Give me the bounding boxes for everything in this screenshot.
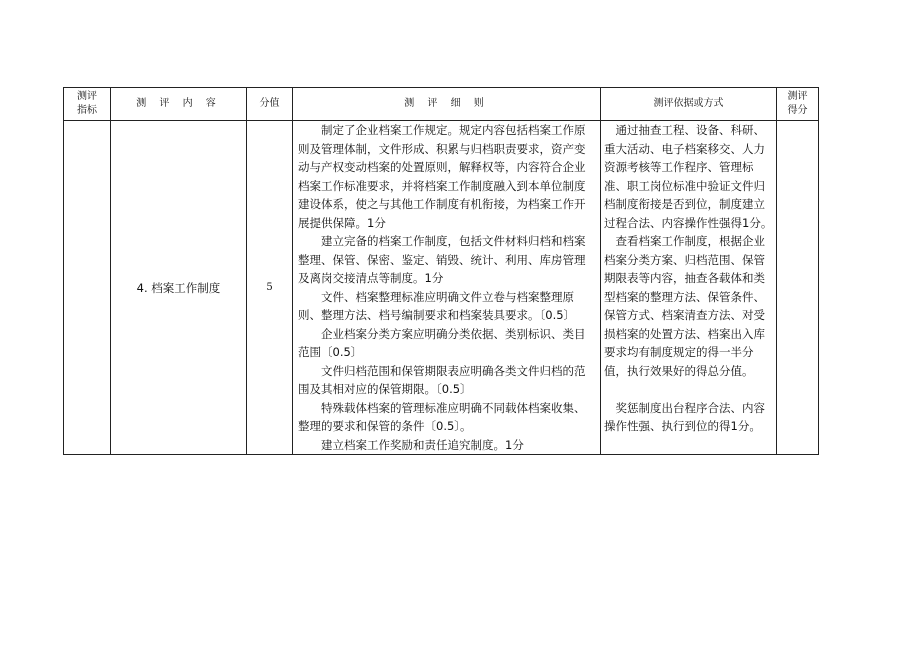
header-score: 分值 <box>247 88 293 121</box>
content-cell: 4. 档案工作制度 <box>111 121 247 455</box>
result-cell <box>777 121 819 455</box>
evaluation-table <box>63 87 819 455</box>
method-para: 奖惩制度出台程序合法、内容操作性强、执行到位的得1分。 <box>604 400 765 433</box>
method-para: 查看档案工作制度，根据企业档案分类方案、归档范围、保管期限表等内容，抽查各载体和类型档案的整理方法、保管条件、保管方式、档案清查方法、对受损档案的处置方法、档案出入库要求均有制度规定的得一半分值，执行效果好的得总分值。 <box>604 234 765 378</box>
table-row <box>64 121 819 455</box>
detail-para: 特殊载体档案的管理标准应明确不同载体档案收集、整理的要求和保管的条件〔0.5〕。 <box>298 400 586 433</box>
score-cell: 5 <box>247 121 293 455</box>
detail-para: 企业档案分类方案应明确分类依据、类别标识、类目范围〔0.5〕 <box>298 326 586 359</box>
header-content: 测 评 内 容 <box>111 88 247 121</box>
indicator-cell <box>64 121 111 455</box>
header-method: 测评依据或方式 <box>601 88 777 121</box>
header-result: 测评 得分 <box>777 88 819 121</box>
detail-para: 文件归档范围和保管期限表应明确各类文件归档的范围及其相对应的保管期限。〔0.5〕 <box>298 363 586 396</box>
method-para: 通过抽查工程、设备、科研、重大活动、电子档案移交、人力资源考核等工作程序、管理标准、职工岗位标准中验证文件归档制度衔接是否到位，制度建立过程合法、内容操作性强得1分。 <box>604 123 773 230</box>
method-cell <box>601 121 777 455</box>
detail-para: 建立完备的档案工作制度，包括文件材料归档和档案整理、保管、保密、鉴定、销毁、统计、利用、库房管理及离岗交接清点等制度。1分 <box>298 234 586 285</box>
detail-para: 制定了企业档案工作规定。规定内容包括档案工作原则及管理体制，文件形成、积累与归档职责要求，资产变动与产权变动档案的处置原则，解释权等，内容符合企业档案工作标准要求，并将档案工作制度融入到本单位制度建设体系，使之与其他工作制度有机衔接，为档案工作开展提供保障。1分 <box>298 123 586 230</box>
header-indicator: 测评 指标 <box>64 88 111 121</box>
header-row <box>64 88 819 121</box>
details-cell <box>293 121 601 455</box>
header-details: 测 评 细 则 <box>293 88 601 121</box>
detail-para: 文件、档案整理标准应明确文件立卷与档案整理原则、整理方法、档号编制要求和档案装具要求。〔0.5〕 <box>298 289 576 322</box>
detail-para: 建立档案工作奖励和责任追究制度。1分 <box>321 437 524 452</box>
